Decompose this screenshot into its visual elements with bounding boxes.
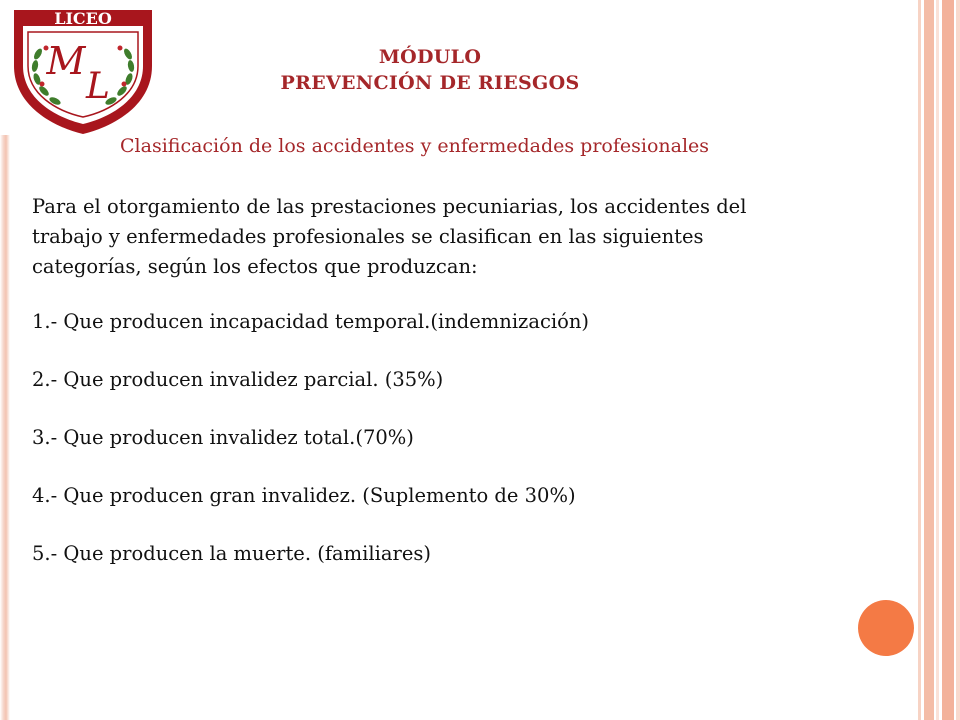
classification-item-2: 2.- Que producen invalidez parcial. (35%) [32, 368, 444, 391]
classification-item-1: 1.- Que producen incapacidad temporal.(indemnización) [32, 310, 590, 333]
intro-line: trabajo y enfermedades profesionales se clasifican en las siguientes [32, 225, 704, 248]
school-crest-logo [8, 4, 158, 136]
logo-monogram-m: M [46, 39, 86, 83]
classification-item-4: 4.- Que producen gran invalidez. (Suplemento de 30%) [32, 484, 576, 507]
module-title: MÓDULO [378, 46, 482, 68]
left-decorative-rule [0, 135, 10, 720]
module-subtitle: PREVENCIÓN DE RIESGOS [280, 72, 580, 94]
crest-shield-icon [8, 4, 158, 136]
logo-monogram-l: L [86, 66, 110, 107]
section-heading: Clasificación de los accidentes y enfermedades profesionales [120, 135, 710, 157]
classification-item-5: 5.- Que producen la muerte. (familiares) [32, 542, 431, 565]
intro-line: categorías, según los efectos que produzcan: [32, 255, 478, 278]
intro-line: Para el otorgamiento de las prestaciones pecuniarias, los accidentes del [32, 195, 747, 218]
intro-paragraph [32, 192, 852, 282]
classification-item-3: 3.- Que producen invalidez total.(70%) [32, 426, 414, 449]
orange-circle-icon [858, 600, 914, 656]
right-decorative-stripes [918, 0, 960, 720]
logo-label: LICEO [54, 9, 112, 28]
